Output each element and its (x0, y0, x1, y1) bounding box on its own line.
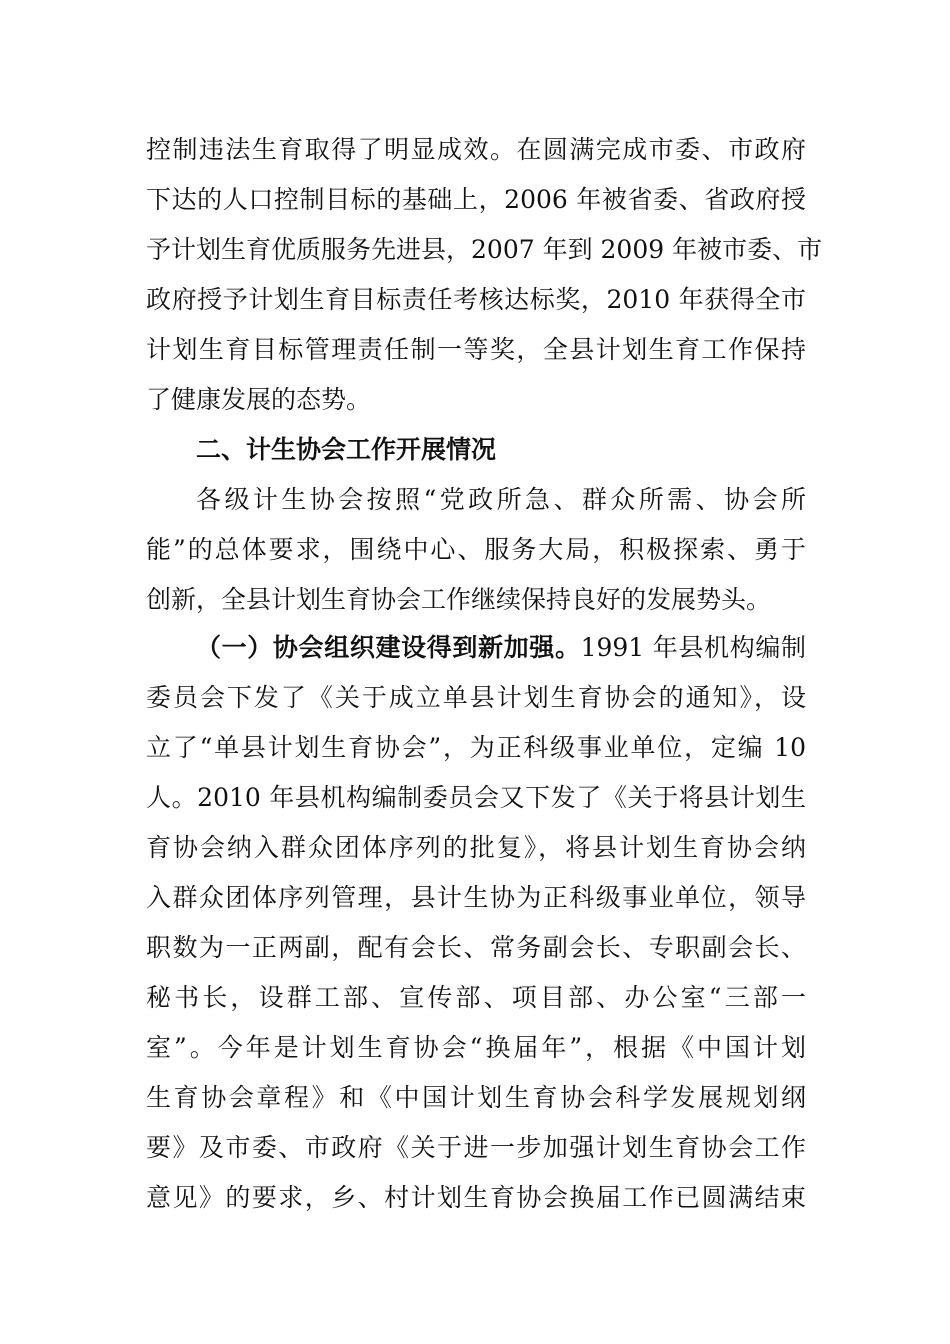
paragraph-line: 了健康发展的态势。 (146, 385, 372, 414)
paragraph-line: 予计划生育优质服务先进县，2007 年到 2009 年被市委、市 (146, 235, 823, 264)
paragraph-line: 育协会纳入群众团体序列的批复》，将县计划生育协会纳 (146, 833, 806, 862)
paragraph-line: 人。2010 年县机构编制委员会又下发了《关于将县计划生 (146, 783, 806, 812)
paragraph-line: 各级计生协会按照“党政所急、群众所需、协会所 (196, 485, 806, 514)
paragraph-line: 室”。今年是计划生育协会“换届年”，根据《中国计划 (146, 1033, 806, 1062)
paragraph-line: 意见》的要求，乡、村计划生育协会换届工作已圆满结束 (146, 1183, 806, 1212)
subsection-first-line-text: 1991 年县机构编制 (580, 633, 806, 662)
paragraph-line: 要》及市委、市政府《关于进一步加强计划生育协会工作 (146, 1133, 806, 1162)
paragraph-line: 计划生育目标管理责任制一等奖，全县计划生育工作保持 (146, 335, 806, 364)
paragraph-line: 生育协会章程》和《中国计划生育协会科学发展规划纲 (146, 1083, 806, 1112)
paragraph-line: 创新，全县计划生育协会工作继续保持良好的发展势头。 (146, 585, 772, 614)
paragraph-line: 入群众团体序列管理，县计生协为正科级事业单位，领导 (146, 883, 806, 912)
subsection-heading: （一）协会组织建设得到新加强。 (196, 633, 581, 662)
paragraph-line: 控制违法生育取得了明显成效。在圆满完成市委、市政府 (146, 135, 806, 164)
paragraph-line: 下达的人口控制目标的基础上，2006 年被省委、省政府授 (146, 185, 806, 214)
paragraph-line: 职数为一正两副，配有会长、常务副会长、专职副会长、 (146, 933, 806, 962)
paragraph-line: 立了“单县计划生育协会”，为正科级事业单位，定编 10 (146, 733, 806, 762)
section-heading: 二、计生协会工作开展情况 (196, 435, 497, 464)
subsection-first-line (196, 628, 806, 668)
paragraph-line: 委员会下发了《关于成立单县计划生育协会的通知》，设 (146, 683, 806, 712)
paragraph-line: 能”的总体要求，围绕中心、服务大局，积极探索、勇于 (146, 535, 806, 564)
paragraph-line: 秘书长，设群工部、宣传部、项目部、办公室“三部一 (146, 983, 806, 1012)
paragraph-line: 政府授予计划生育目标责任考核达标奖，2010 年获得全市 (146, 285, 806, 314)
